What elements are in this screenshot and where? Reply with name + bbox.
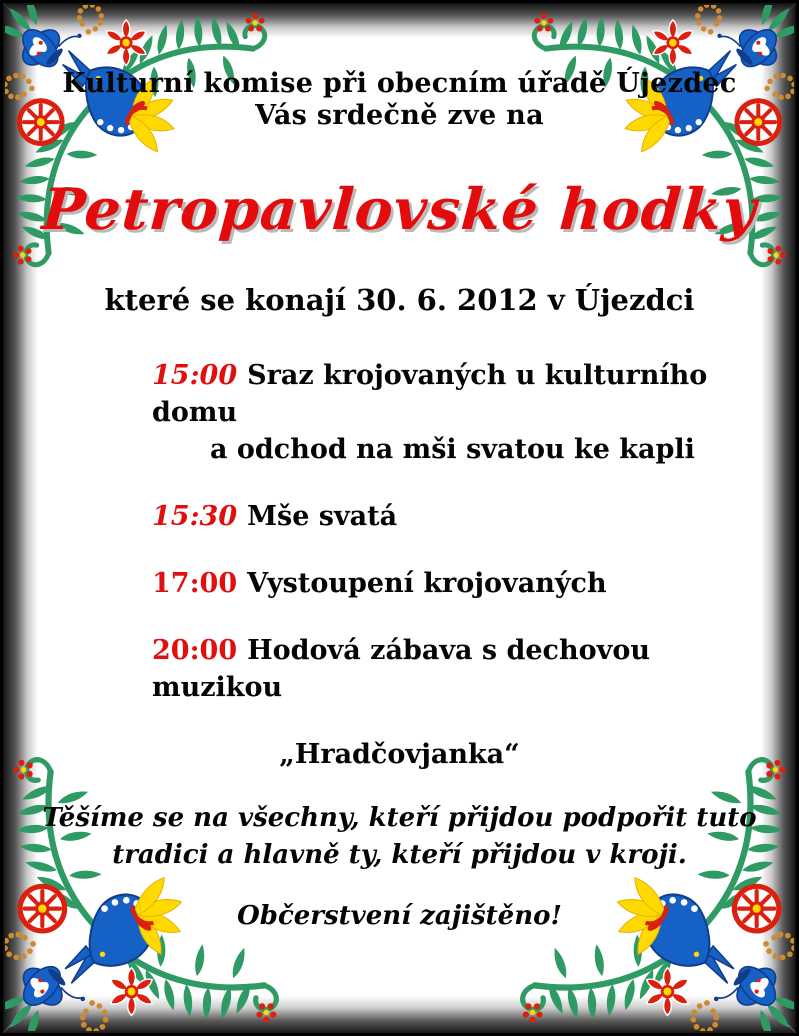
schedule-time: 20:00 bbox=[152, 634, 238, 666]
schedule-time: 17:00 bbox=[152, 567, 238, 599]
header-line-2: Vás srdečně zve na bbox=[255, 99, 544, 131]
band-name: „Hradčovjanka“ bbox=[279, 738, 520, 770]
schedule-item bbox=[152, 357, 765, 468]
header bbox=[34, 68, 765, 132]
schedule-text: Hodová zábava s dechovou muzikou bbox=[152, 634, 650, 703]
header-line-1: Kulturní komise při obecním úřadě Újezdec bbox=[62, 68, 737, 99]
schedule-text-continuation: a odchod na mši svatou ke kapli bbox=[210, 433, 695, 465]
closing-line-2: tradici a hlavně ty, kteří přijdou v kroji. bbox=[112, 839, 687, 870]
event-date-line: které se konají 30. 6. 2012 v Újezdci bbox=[104, 282, 695, 317]
poster-content bbox=[34, 34, 765, 1002]
schedule-text: Sraz krojovaných u kulturního domu bbox=[152, 359, 708, 428]
schedule-time: 15:00 bbox=[152, 359, 238, 391]
refreshments-note: Občerstvení zajištěno! bbox=[237, 900, 562, 931]
schedule-time: 15:30 bbox=[152, 500, 238, 532]
schedule-text: Mše svatá bbox=[247, 500, 398, 532]
closing-text bbox=[34, 800, 765, 874]
event-title: Petropavlovské hodky bbox=[40, 175, 759, 243]
schedule-item bbox=[152, 632, 765, 706]
schedule-item bbox=[152, 498, 765, 535]
schedule-list bbox=[152, 357, 765, 706]
schedule-item bbox=[152, 565, 765, 602]
closing-line-1: Těšíme se na všechny, kteří přijdou podpořit tuto bbox=[42, 802, 757, 833]
schedule-text: Vystoupení krojovaných bbox=[247, 567, 607, 599]
